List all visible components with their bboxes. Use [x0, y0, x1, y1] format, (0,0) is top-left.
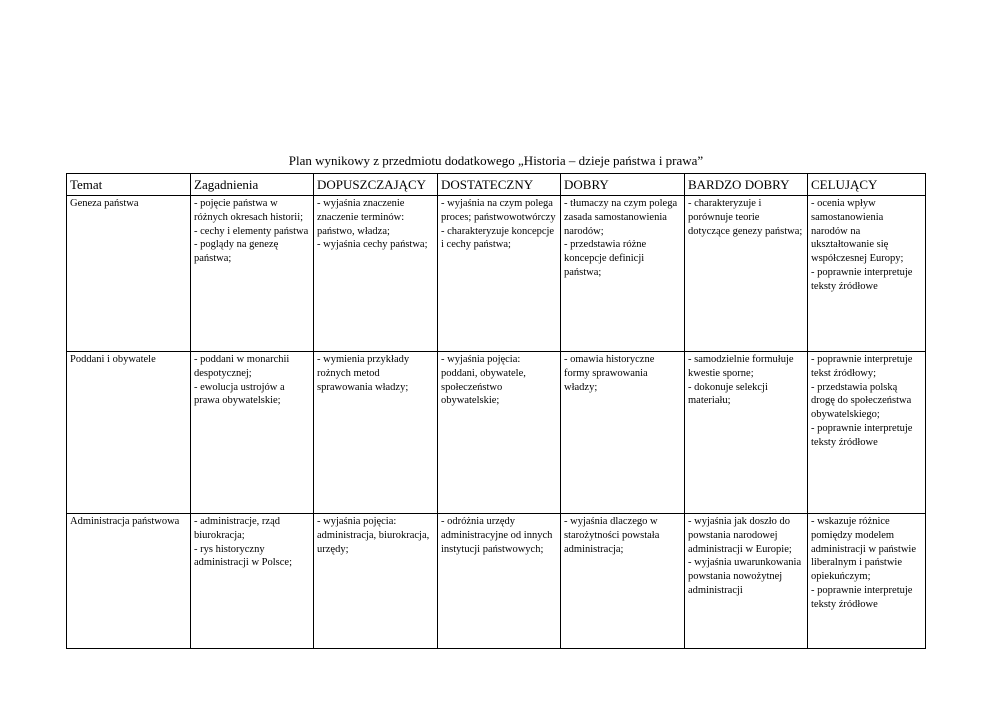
table-cell: - wyjaśnia znaczenie znaczenie terminów: państwo, władza; - wyjaśnia cechy państwa; [314, 196, 438, 352]
table-row [67, 196, 926, 352]
table-cell: - poprawnie interpretuje tekst źródłowy; - przedstawia polską drogę do społeczeństwa obywatelskiego; - poprawnie interpretuje teksty źródłowe [808, 352, 926, 514]
table-row [67, 514, 926, 649]
table-cell: - wyjaśnia pojęcia: administracja, biurokracja, urzędy; [314, 514, 438, 649]
table-cell: - wyjaśnia dlaczego w starożytności powstała administracja; [561, 514, 685, 649]
table-cell: - omawia historyczne formy sprawowania władzy; [561, 352, 685, 514]
table-cell: - wyjaśnia jak doszło do powstania narodowej administracji w Europie; - wyjaśnia uwarunkowania powstania nowożytnej administracji [685, 514, 808, 649]
header-cell-temat: Temat [67, 174, 191, 196]
table-header-row [67, 174, 926, 196]
table-cell: - administracje, rząd biurokracja; - rys historyczny administracji w Polsce; [191, 514, 314, 649]
table-cell: - charakteryzuje i porównuje teorie dotyczące genezy państwa; [685, 196, 808, 352]
table-cell: - wymienia przykłady rożnych metod sprawowania władzy; [314, 352, 438, 514]
topic-cell: Geneza państwa [67, 196, 191, 352]
header-cell-celujacy: CELUJĄCY [808, 174, 926, 196]
header-cell-dobry: DOBRY [561, 174, 685, 196]
header-cell-bardzo-dobry: BARDZO DOBRY [685, 174, 808, 196]
page-title: Plan wynikowy z przedmiotu dodatkowego „Historia – dzieje państwa i prawa” [288, 153, 704, 168]
table-cell: - wyjaśnia na czym polega proces; państwowotwórczy - charakteryzuje koncepcje i cechy państwa; [438, 196, 561, 352]
table-row [67, 352, 926, 514]
topic-cell: Administracja państwowa [67, 514, 191, 649]
table-cell: - tłumaczy na czym polega zasada samostanowienia narodów; - przedstawia różne koncepcje definicji państwa; [561, 196, 685, 352]
table-cell: - poddani w monarchii despotycznej; - ewolucja ustrojów a prawa obywatelskie; [191, 352, 314, 514]
header-cell-dostateczny: DOSTATECZNY [438, 174, 561, 196]
table-cell: - wyjaśnia pojęcia: poddani, obywatele, społeczeństwo obywatelskie; [438, 352, 561, 514]
header-cell-zagadnienia: Zagadnienia [191, 174, 314, 196]
table-cell: - ocenia wpływ samostanowienia narodów na ukształtowanie się współczesnej Europy; - poprawnie interpretuje teksty źródłowe [808, 196, 926, 352]
topic-cell: Poddani i obywatele [67, 352, 191, 514]
table-cell: - samodzielnie formułuje kwestie sporne; - dokonuje selekcji materiału; [685, 352, 808, 514]
table-cell: - odróżnia urzędy administracyjne od innych instytucji państwowych; [438, 514, 561, 649]
table-cell: - pojęcie państwa w różnych okresach historii; - cechy i elementy państwa - poglądy na genezę państwa; [191, 196, 314, 352]
table-cell: - wskazuje różnice pomiędzy modelem administracji w państwie liberalnym i państwie opiekuńczym; - poprawnie interpretuje teksty źródłowe [808, 514, 926, 649]
header-cell-dopuszczajacy: DOPUSZCZAJĄCY [314, 174, 438, 196]
grading-plan-table [66, 173, 926, 649]
